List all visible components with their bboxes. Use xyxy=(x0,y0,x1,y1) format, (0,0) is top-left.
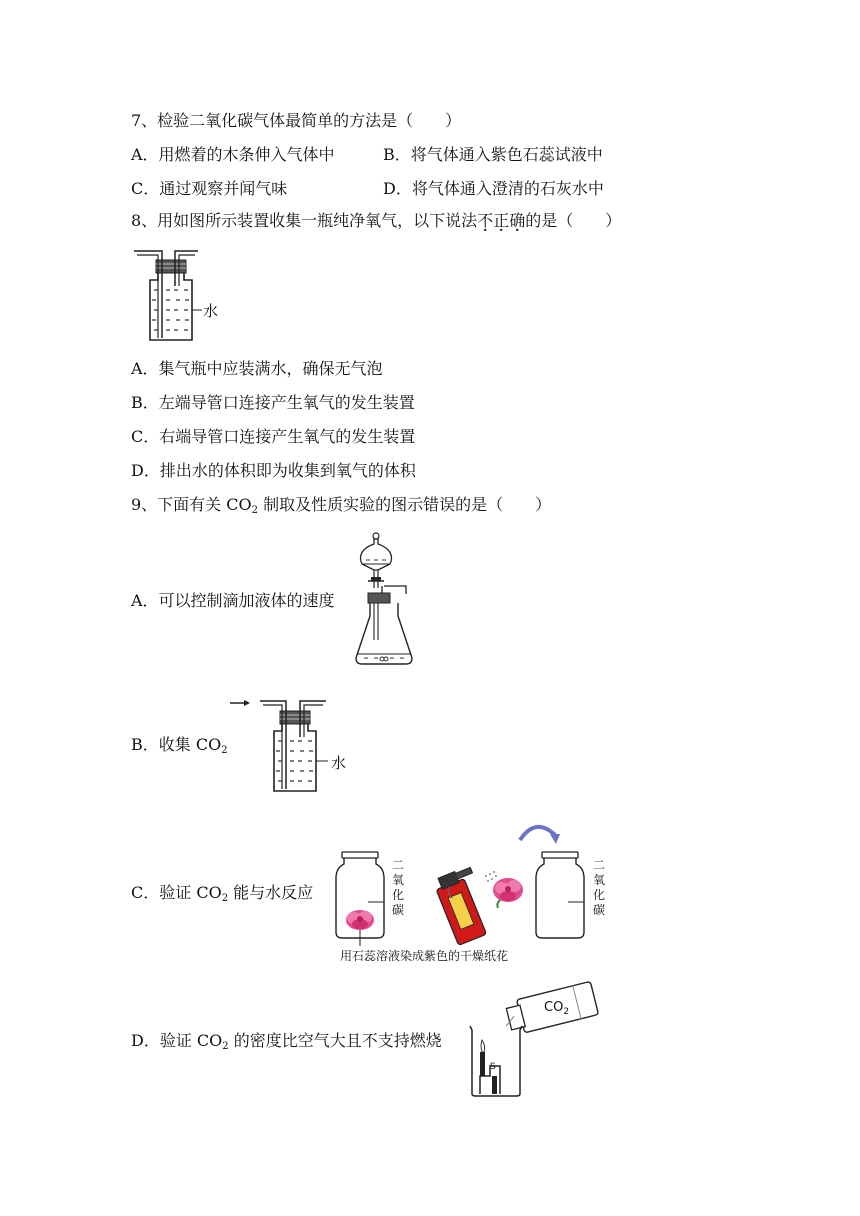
q9-option-c-after: 能与水反应 xyxy=(228,883,314,902)
q9-option-d-sub: 2 xyxy=(222,1041,229,1052)
q9-collect-bottle-figure xyxy=(228,693,338,797)
curved-arrow-icon xyxy=(516,820,566,850)
q9-option-b-text: B．收集 CO xyxy=(131,735,222,754)
q7-option-b: B．将气体通入紫色石蕊试液中 xyxy=(383,145,603,164)
q9-d-bottle-label xyxy=(544,1000,569,1020)
q8-stem-after: 的是（ ） xyxy=(525,211,622,230)
q9-c-gas-label-b3: 化 xyxy=(593,888,606,902)
jar-with-flower-figure xyxy=(332,848,392,948)
empty-jar-figure xyxy=(532,848,592,944)
q9-c-gas-label-b2: 氧 xyxy=(593,873,606,887)
q9-option-c-sub: 2 xyxy=(221,893,229,904)
q8-emph-2: 正 xyxy=(493,211,510,230)
q9-d-letter: S xyxy=(490,1062,496,1072)
q7-option-d: D．将气体通入澄清的石灰水中 xyxy=(383,179,604,198)
q9-option-c-text: C．验证 CO xyxy=(131,883,222,902)
q8-option-d: D．排出水的体积即为收集到氧气的体积 xyxy=(131,461,416,480)
q9-c-gas-label-2: 氧 xyxy=(392,873,405,887)
flower-icon xyxy=(346,910,374,930)
q8-option-c: C．右端导管口连接产生氧气的发生装置 xyxy=(131,427,416,446)
q9-stem xyxy=(131,494,551,522)
q8-emph-1: 不 xyxy=(477,211,494,230)
q9-c-gas-label-b4: 碳 xyxy=(593,903,606,917)
q8-stem-before: 8、用如图所示装置收集一瓶纯净氧气，以下说法 xyxy=(131,211,478,230)
q7-stem: 7、检验二氧化碳气体最简单的方法是（ ） xyxy=(131,111,462,130)
q9-option-a: A．可以控制滴加液体的速度 xyxy=(131,591,335,610)
q9-option-d-after: 的密度比空气大且不支持燃烧 xyxy=(228,1031,442,1050)
q7-option-c: C．通过观察并闻气味 xyxy=(131,179,288,198)
q9-option-b xyxy=(131,734,228,762)
q9-c-caption: 用石蕊溶液染成紫色的干燥纸花 xyxy=(340,949,509,963)
q8-gas-bottle-figure xyxy=(130,246,230,346)
q8-emph-3: 确 xyxy=(509,211,526,230)
q9-option-d xyxy=(131,1030,442,1058)
flower-icon-2 xyxy=(493,878,523,908)
q8-option-b: B．左端导管口连接产生氧气的发生装置 xyxy=(131,393,415,412)
q9-option-c xyxy=(131,882,313,910)
q9-stem-sub: 2 xyxy=(251,505,259,516)
separatory-funnel-flask-figure xyxy=(350,530,420,670)
q7-option-a: A．用燃着的木条伸入气体中 xyxy=(131,145,335,164)
q9-c-gas-label-1: 二 xyxy=(392,858,405,872)
beaker-candles-figure xyxy=(460,980,600,1102)
q9-option-b-water-label: 水 xyxy=(331,754,347,772)
q8-stem xyxy=(131,210,621,232)
q9-option-b-sub: 2 xyxy=(221,745,228,756)
q9-c-gas-label-b1: 二 xyxy=(593,858,606,872)
q9-d-bottle-text: CO xyxy=(544,1000,564,1015)
q9-d-bottle-sub: 2 xyxy=(563,1007,570,1017)
q8-water-label: 水 xyxy=(203,302,219,320)
q9-c-gas-label-4: 碳 xyxy=(392,903,405,917)
q9-stem-after: 制取及性质实验的图示错误的是（ ） xyxy=(258,495,552,514)
q9-stem-before: 9、下面有关 CO xyxy=(131,495,252,514)
spray-bottle-figure xyxy=(430,856,530,956)
q9-option-d-text: D．验证 CO xyxy=(131,1031,223,1050)
q9-c-gas-label-3: 化 xyxy=(392,888,405,902)
q8-option-a: A．集气瓶中应装满水，确保无气泡 xyxy=(131,359,383,378)
